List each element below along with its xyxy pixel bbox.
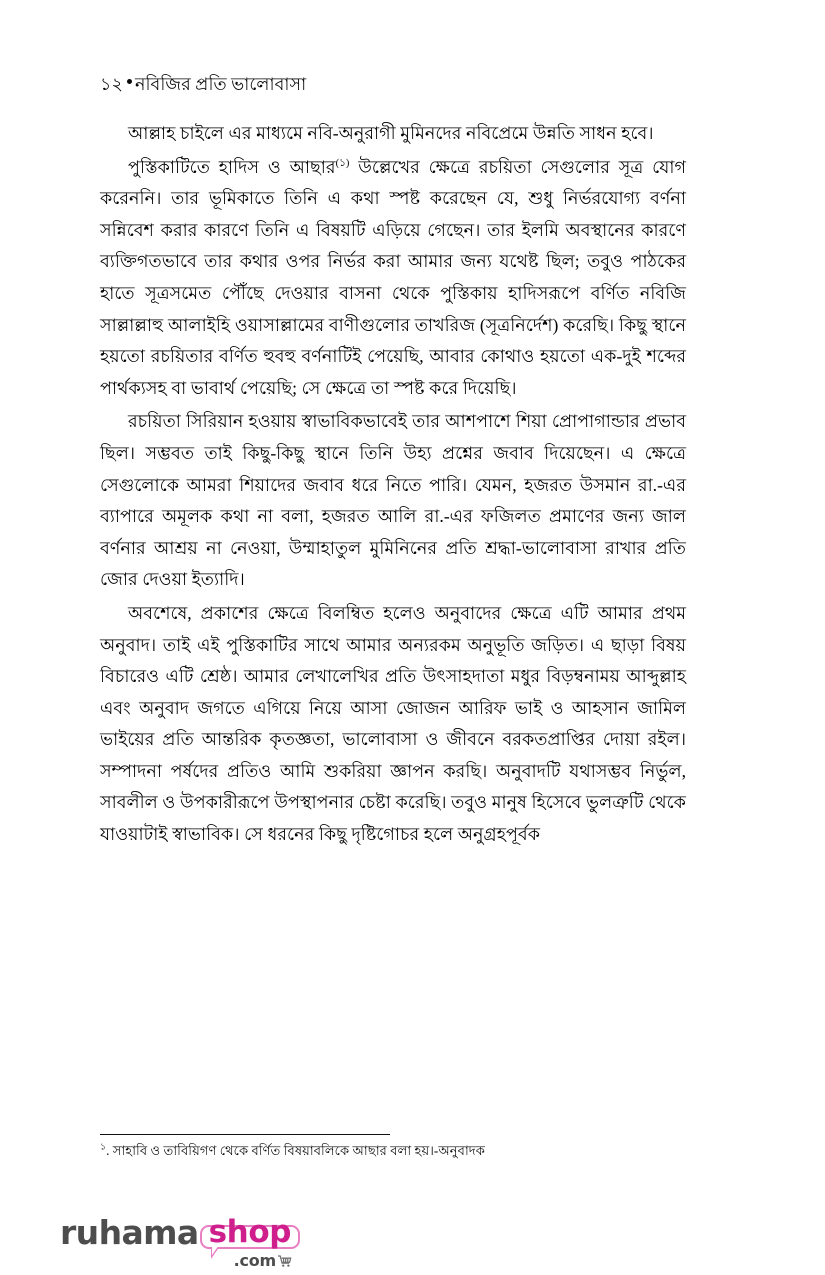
paragraph-3 — [100, 406, 686, 596]
footnote-area — [100, 1134, 686, 1161]
body-text-block — [100, 118, 686, 851]
paragraph-4-text: অবশেষে, প্রকাশের ক্ষেত্রে বিলম্বিত হলেও অনুবাদের ক্ষেত্রে এটি আমার প্রথম অনুবাদ। তাই এই পুস্তিকাটির সাথে আমার অন্যরকম অনুভূতি জড়িত। এ ছাড়া বিষয় বিচারেও এটি শ্রেষ্ঠ। আমার লেখালেখির প্রতি উৎসাহদাতা মধুর বিড়ম্বনাময় আব্দুল্লাহ এবং অনুবাদ জগতে এগিয়ে নিয়ে আসা জোজন আরিফ ভাই ও আহসান জামিল ভাইয়ের প্রতি আন্তরিক কৃতজ্ঞতা, ভালোবাসা ও জীবনে বরকতপ্রাপ্তির দোয়া রইল। সম্পাদনা পর্ষদের প্রতিও আমি শুকরিয়া জ্ঞাপন করছি। অনুবাদটি যথাসম্ভব নির্ভুল, সাবলীল ও উপকারীরূপে উপস্থাপনার চেষ্টা করেছি। তবুও মানুষ হিসেবে ভুলত্রুটি থেকে যাওয়াটাই স্বাভাবিক। সে ধরনের কিছু দৃষ্টিগোচর হলে অনুগ্রহপূর্বক — [100, 602, 686, 845]
running-header-title: নবিজির প্রতি ভালোবাসা — [134, 74, 307, 94]
running-header — [100, 74, 690, 96]
logo-wordmark-ruhama: ruhama — [60, 1213, 199, 1252]
paragraph-2-text-after-ref: উল্লেখের ক্ষেত্রে রচয়িতা সেগুলোর সূত্র যোগ করেননি। তার ভূমিকাতে তিনি এ কথা স্পষ্ট করেছেন যে, শুধু নির্ভরযোগ্য বর্ণনা সন্নিবেশ করার কারণে তিনি এ বিষয়টি এড়িয়ে গেছেন। তার ইলমি অবস্থানের কারণে ব্যক্তিগতভাবে তার কথার ওপর নির্ভর করা আমার জন্য যথেষ্ট ছিল; তবুও পাঠকের হাতে সূত্রসমেত পৌঁছে দেওয়ার বাসনা থেকে পুস্তিকায় হাদিসরূপে বর্ণিত নবিজি সাল্লাল্লাহু আলাইহি ওয়াসাল্লামের বাণীগুলোর তাখরিজ (সূত্রনির্দেশ) করেছি। কিছু স্থানে হয়তো রচয়িতার বর্ণিত হুবহু বর্ণনাটিই পেয়েছি, আবার কোথাও হয়তো এক-দুই শব্দের পার্থক্যসহ বা ভাবার্থ পেয়েছি; সে ক্ষেত্রে তা স্পষ্ট করে দিয়েছি। — [100, 156, 686, 398]
footnote-entry — [100, 1140, 686, 1161]
paragraph-2 — [100, 152, 686, 405]
footnote-reference-marker[interactable]: (১) — [335, 157, 350, 169]
paragraph-1-text: আল্লাহ চাইলে এর মাধ্যমে নবি-অনুরাগী মুমিনদের নবিপ্রেমে উন্নতি সাধন হবে। — [128, 123, 654, 143]
bullet-dot-icon — [127, 79, 132, 84]
shopping-cart-icon — [277, 1254, 292, 1268]
logo-bubble-wrapper — [200, 1214, 300, 1270]
logo-domain-row — [234, 1251, 292, 1270]
page-folio-number: ১২ — [100, 74, 123, 94]
logo-wordmark-shop: shop — [208, 1214, 292, 1250]
footnote-text: . সাহাবি ও তাবিয়িগণ থেকে বর্ণিত বিষয়াবলিকে আছার বলা হয়।-অনুবাদক — [106, 1143, 485, 1158]
paragraph-2-text-before-ref: পুস্তিকাটিতে হাদিস ও আছার — [128, 156, 336, 177]
logo-domain-suffix: .com — [233, 1251, 277, 1270]
paragraph-3-text: রচয়িতা সিরিয়ান হওয়ায় স্বাভাবিকভাবেই তার আশপাশে শিয়া প্রোপাগান্ডার প্রভাব ছিল। সম্ভবত তাই কিছু-কিছু স্থানে তিনি উহ্য প্রশ্নের জবাব দিয়েছেন। এ ক্ষেত্রে সেগুলোকে আমরা শিয়াদের জবাব ধরে নিতে পারি। যেমন, হজরত উসমান রা.-এর ব্যাপারে অমূলক কথা না বলা, হজরত আলি রা.-এর ফজিলত প্রমাণের জন্য জাল বর্ণনার আশ্রয় না নেওয়া, উম্মাহাতুল মুমিনিনের প্রতি শ্রদ্ধা-ভালোবাসা রাখার প্রতি জোর দেওয়া ইত্যাদি। — [100, 411, 686, 590]
paragraph-4 — [100, 598, 686, 851]
ruhamashop-logo — [60, 1213, 300, 1270]
paragraph-1 — [100, 118, 686, 150]
footnote-marker: ১ — [100, 1142, 107, 1153]
footnote-separator-rule — [100, 1134, 390, 1135]
logo-bubble-tail-inner-icon — [212, 1245, 223, 1255]
